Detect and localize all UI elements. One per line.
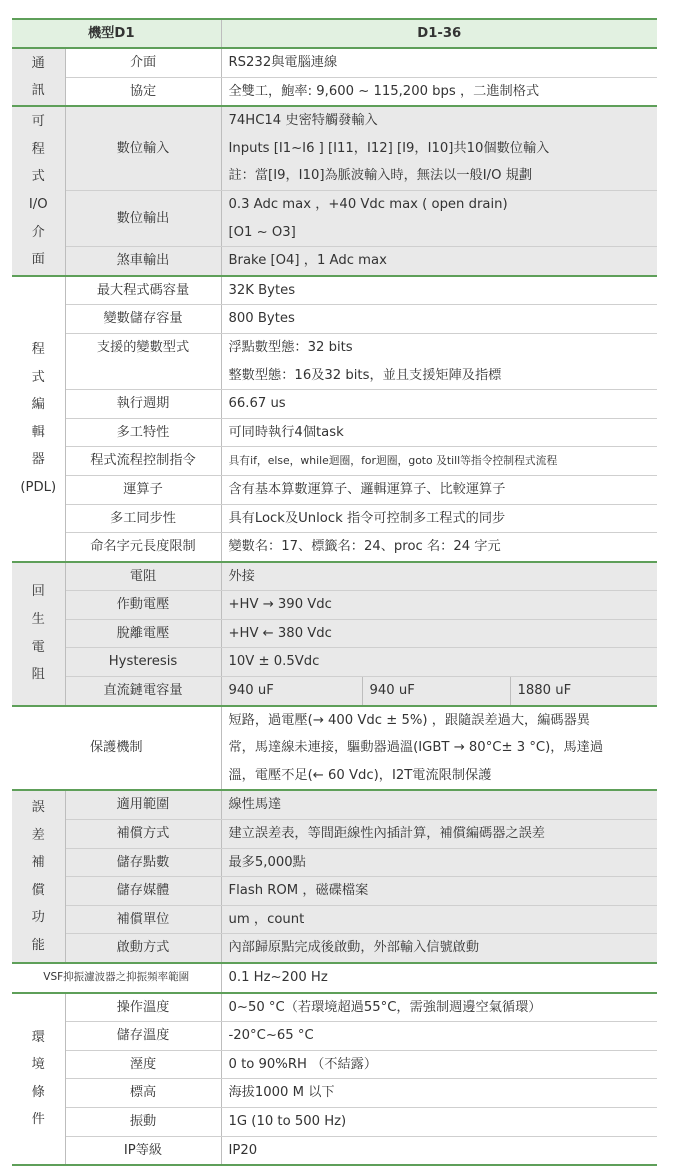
dc-link-value-3: 1880 uF (510, 677, 657, 706)
row-label: 適用範圍 (65, 790, 221, 819)
spec-table (12, 18, 657, 1166)
table-row (12, 1136, 657, 1165)
category-comm: 通 訊 (12, 48, 65, 106)
row-value: RS232與電腦連線 (221, 48, 657, 77)
row-value: 0.3 Adc max ，+40 Vdc max ( open drain) [O1 ~ O3] (221, 190, 657, 246)
protection-label: 保護機制 (12, 706, 221, 791)
row-label: 啟動方式 (65, 934, 221, 963)
row-value: um ，count (221, 905, 657, 934)
table-row (12, 562, 657, 591)
row-value: 內部歸原點完成後啟動，外部輸入信號啟動 (221, 934, 657, 963)
row-label: 補償單位 (65, 905, 221, 934)
row-value: 10V ± 0.5Vdc (221, 648, 657, 677)
table-row (12, 305, 657, 334)
category-errcomp: 誤 差 補 償 功 能 (12, 790, 65, 963)
table-row (12, 790, 657, 819)
table-row (12, 963, 657, 993)
dc-link-value-1: 940 uF (221, 677, 362, 706)
model-label: 機型D1 (12, 19, 221, 48)
table-row (12, 677, 657, 706)
row-value: 最多5,000點 (221, 848, 657, 877)
table-row (12, 706, 657, 791)
row-value: 含有基本算數運算子、邏輯運算子、比較運算子 (221, 475, 657, 504)
row-label: 協定 (65, 77, 221, 106)
row-value: 1G (10 to 500 Hz) (221, 1107, 657, 1136)
model-value: D1-36 (221, 19, 657, 48)
row-label: 數位輸入 (65, 106, 221, 190)
table-row (12, 619, 657, 648)
row-label: 操作溫度 (65, 993, 221, 1022)
row-value: -20°C~65 °C (221, 1022, 657, 1051)
row-label: 變數儲存容量 (65, 305, 221, 334)
table-row (12, 48, 657, 77)
dc-link-value-2: 940 uF (362, 677, 510, 706)
table-row (12, 905, 657, 934)
row-value: 具有if，else，while迴圈，for迴圈，goto 及till等指令控制程式流程 (221, 447, 657, 476)
table-row (12, 1022, 657, 1051)
table-row (12, 418, 657, 447)
row-label: 程式流程控制指令 (65, 447, 221, 476)
row-value: 74HC14 史密特觸發輸入 Inputs [I1~I6 ] [I11，I12] [I9，I10]共10個數位輸入 註：當[I9，I10]為脈波輸入時，無法以一般I/O 規劃 (221, 106, 657, 190)
table-row (12, 504, 657, 533)
row-value: Flash ROM ，磁碟檔案 (221, 877, 657, 906)
table-row (12, 247, 657, 276)
row-value: 全雙工，鮑率: 9,600 ~ 115,200 bps ，二進制格式 (221, 77, 657, 106)
table-row (12, 276, 657, 305)
row-value: 800 Bytes (221, 305, 657, 334)
table-row (12, 877, 657, 906)
category-regen: 回 生 電 阻 (12, 562, 65, 706)
table-row (12, 1079, 657, 1108)
row-label: 最大程式碼容量 (65, 276, 221, 305)
row-value: 0~50 °C（若環境超過55°C，需強制週邊空氣循環） (221, 993, 657, 1022)
table-row (12, 533, 657, 562)
row-label: 儲存點數 (65, 848, 221, 877)
row-value: 變數名：17、標籤名：24、proc 名：24 字元 (221, 533, 657, 562)
table-row (12, 77, 657, 106)
row-label: 介面 (65, 48, 221, 77)
table-row (12, 447, 657, 476)
row-value: 32K Bytes (221, 276, 657, 305)
row-label: 數位輸出 (65, 190, 221, 246)
row-label: 作動電壓 (65, 591, 221, 620)
table-row (12, 390, 657, 419)
row-label: 振動 (65, 1107, 221, 1136)
row-value: Brake [O4] ，1 Adc max (221, 247, 657, 276)
row-label: 脫離電壓 (65, 619, 221, 648)
row-value: 浮點數型態：32 bits 整數型態：16及32 bits，並且支援矩陣及指標 (221, 333, 657, 389)
table-row (12, 475, 657, 504)
row-label: 直流鏈電容量 (65, 677, 221, 706)
row-value: 66.67 us (221, 390, 657, 419)
vsf-label: VSF抑振濾波器之抑振頻率範圍 (12, 963, 221, 993)
protection-value: 短路，過電壓(→ 400 Vdc ± 5%) ，跟隨誤差過大，編碼器異 常，馬達線未連接，驅動器過溫(IGBT → 80°C± 3 °C)，馬達過 溫，電壓不足(← 60 Vdc)，I2T電流限制保護 (221, 706, 657, 791)
category-pdl: 程 式 編 輯 器 (PDL) (12, 276, 65, 562)
row-value: 具有Lock及Unlock 指令可控制多工程式的同步 (221, 504, 657, 533)
table-row (12, 190, 657, 246)
row-label: Hysteresis (65, 648, 221, 677)
row-label: 煞車輸出 (65, 247, 221, 276)
row-value: 可同時執行4個task (221, 418, 657, 447)
row-label: 多工特性 (65, 418, 221, 447)
category-env: 環 境 條 件 (12, 993, 65, 1166)
row-label: 補償方式 (65, 820, 221, 849)
row-label: 多工同步性 (65, 504, 221, 533)
row-label: 電阻 (65, 562, 221, 591)
table-row (12, 848, 657, 877)
row-value: IP20 (221, 1136, 657, 1165)
table-row (12, 591, 657, 620)
table-row (12, 1107, 657, 1136)
vsf-value: 0.1 Hz~200 Hz (221, 963, 657, 993)
row-value: +HV ← 380 Vdc (221, 619, 657, 648)
table-row (12, 333, 657, 389)
row-label: 儲存媒體 (65, 877, 221, 906)
row-label: 溼度 (65, 1050, 221, 1079)
table-row (12, 993, 657, 1022)
row-label: IP等級 (65, 1136, 221, 1165)
row-value: 海拔1000 M 以下 (221, 1079, 657, 1108)
row-value: 建立誤差表，等間距線性內插計算，補償編碼器之誤差 (221, 820, 657, 849)
table-row (12, 934, 657, 963)
row-label: 支援的變數型式 (65, 333, 221, 389)
row-value: 線性馬達 (221, 790, 657, 819)
category-io: 可 程 式 I/O 介 面 (12, 106, 65, 276)
row-label: 執行週期 (65, 390, 221, 419)
table-header-row (12, 19, 657, 48)
table-row (12, 648, 657, 677)
row-label: 標高 (65, 1079, 221, 1108)
table-row (12, 106, 657, 190)
row-value: 0 to 90%RH （不結露） (221, 1050, 657, 1079)
row-value: 外接 (221, 562, 657, 591)
row-label: 運算子 (65, 475, 221, 504)
table-row (12, 820, 657, 849)
table-row (12, 1050, 657, 1079)
row-value: +HV → 390 Vdc (221, 591, 657, 620)
row-label: 儲存溫度 (65, 1022, 221, 1051)
row-label: 命名字元長度限制 (65, 533, 221, 562)
